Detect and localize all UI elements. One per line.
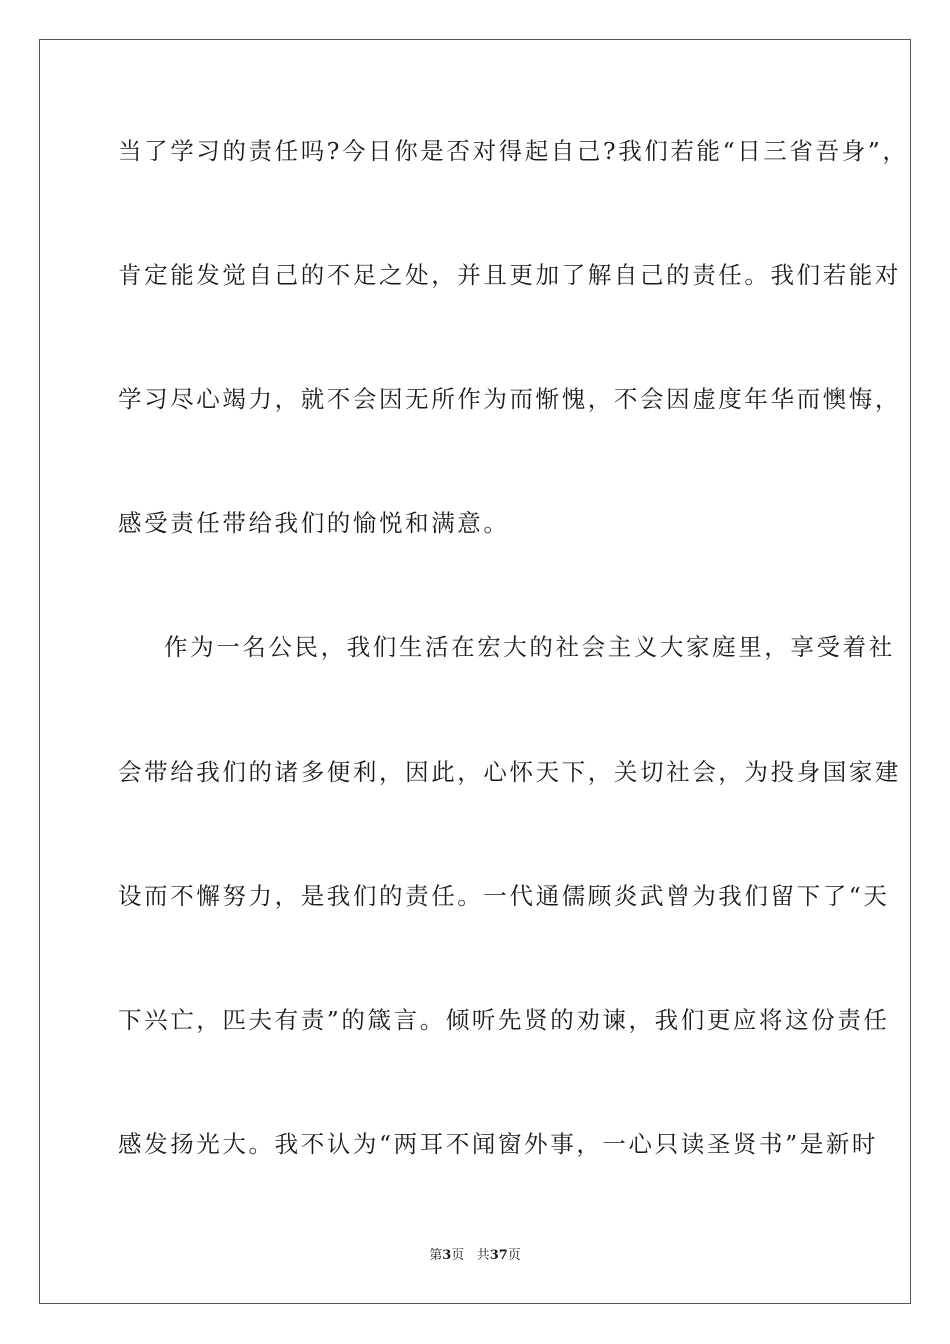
- body-line-8: 下兴亡，匹夫有责”的箴言。倾听先贤的劝谏，我们更应将这份责任: [118, 1006, 890, 1034]
- total-prefix: 共: [476, 1248, 490, 1263]
- page-prefix: 第: [429, 1248, 443, 1263]
- body-line-7: 设而不懈努力，是我们的责任。一代通儒顾炎武曾为我们留下了“天: [118, 882, 890, 910]
- page-suffix: 页: [451, 1248, 465, 1263]
- body-line-4: 感受责任带给我们的愉悦和满意。: [118, 509, 510, 537]
- body-line-5: 作为一名公民，我们生活在宏大的社会主义大家庭里，享受着社: [164, 633, 895, 661]
- body-line-2: 肯定能发觉自己的不足之处，并且更加了解自己的责任。我们若能对: [118, 261, 901, 289]
- page-border: [39, 39, 911, 1304]
- total-pages: 37: [489, 1248, 508, 1263]
- body-line-9: 感发扬光大。我不认为“两耳不闻窗外事，一心只读圣贤书”是新时: [118, 1130, 879, 1158]
- page-number: 3: [442, 1248, 452, 1263]
- body-line-1: 当了学习的责任吗?今日你是否对得起自己?我们若能“日三省吾身”，: [118, 137, 909, 165]
- total-suffix: 页: [507, 1248, 521, 1263]
- body-line-6: 会带给我们的诸多便利，因此，心怀天下，关切社会，为投身国家建: [118, 758, 901, 786]
- page-footer: [0, 1248, 950, 1264]
- body-line-3: 学习尽心竭力，就不会因无所作为而惭愧，不会因虚度年华而懊悔，: [118, 385, 901, 413]
